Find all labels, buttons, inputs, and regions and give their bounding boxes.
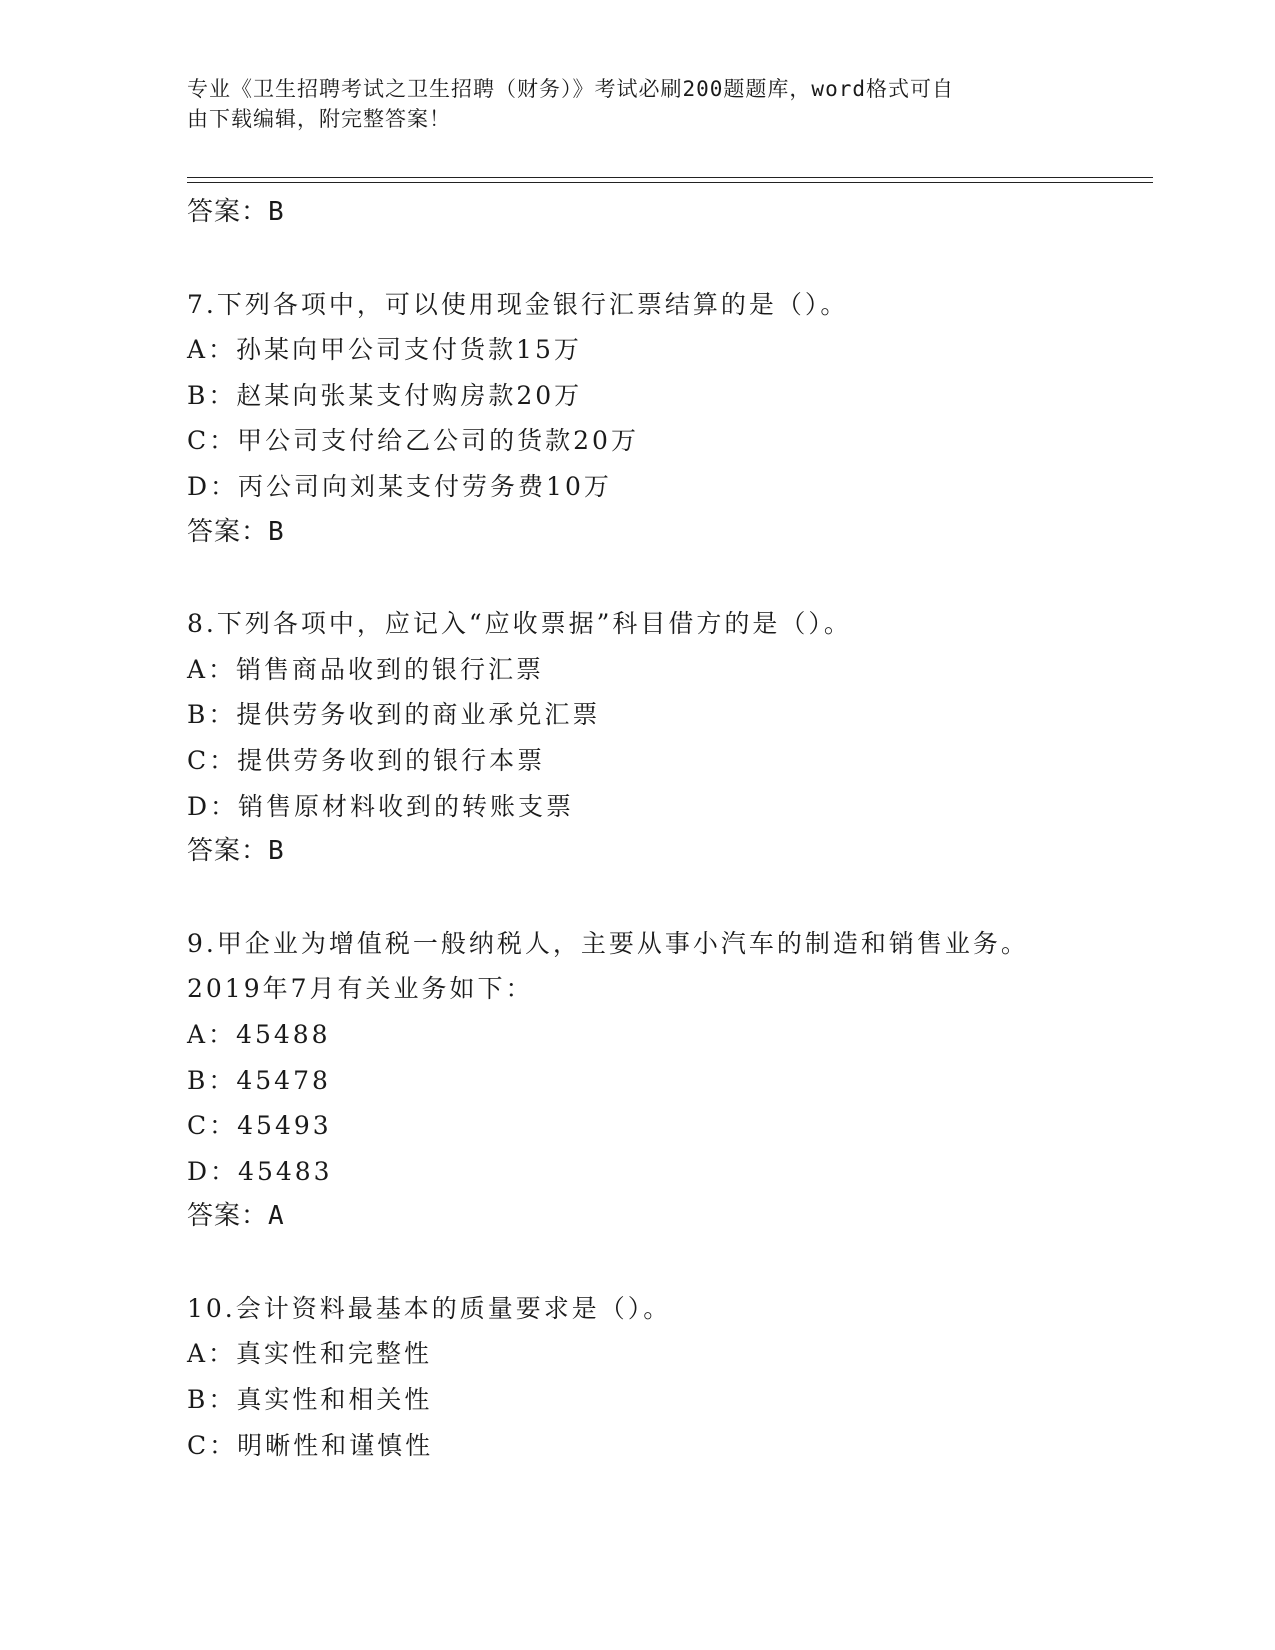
option-d: D：销售原材料收到的转账支票 — [187, 791, 575, 821]
header-divider-top — [187, 177, 1153, 178]
question-block — [187, 282, 1147, 556]
option-a: A：真实性和完整性 — [187, 1339, 433, 1369]
answer-label: 答案：B — [187, 836, 285, 867]
answer-label: 答案：B — [187, 516, 285, 547]
question-block — [187, 921, 1147, 1240]
question-block — [187, 1286, 1147, 1468]
document-header — [187, 74, 1067, 134]
option-d: D：45483 — [187, 1156, 333, 1186]
option-a: A：孙某向甲公司支付货款15万 — [187, 335, 582, 365]
header-line-1: 专业《卫生招聘考试之卫生招聘（财务）》考试必刷200题题库，word格式可自 — [187, 77, 954, 101]
header-line-2: 由下载编辑，附完整答案！ — [187, 107, 451, 131]
header-divider-bottom — [187, 182, 1153, 183]
option-b: B：赵某向张某支付购房款20万 — [187, 380, 583, 410]
option-b: B：真实性和相关性 — [187, 1385, 433, 1415]
spacer — [187, 236, 1147, 282]
option-c: C：提供劳务收到的银行本票 — [187, 745, 546, 775]
option-d: D：丙公司向刘某支付劳务费10万 — [187, 471, 612, 501]
option-c: C：甲公司支付给乙公司的货款20万 — [187, 426, 639, 456]
document-body — [187, 190, 1147, 1468]
question-stem: 9.甲企业为增值税一般纳税人，主要从事小汽车的制造和销售业务。 — [187, 928, 1029, 958]
option-c: C：明晰性和谨慎性 — [187, 1430, 434, 1460]
question-stem: 7.下列各项中，可以使用现金银行汇票结算的是（）。 — [187, 289, 849, 319]
spacer — [187, 875, 1147, 921]
option-c: C：45493 — [187, 1111, 332, 1141]
option-a: A：销售商品收到的银行汇票 — [187, 654, 545, 684]
question-stem: 10.会计资料最基本的质量要求是（）。 — [187, 1293, 672, 1323]
spacer — [187, 555, 1147, 601]
question-stem-continued: 2019年7月有关业务如下： — [187, 974, 534, 1004]
answer-label: 答案：A — [187, 1201, 285, 1232]
question-stem: 8.下列各项中，应记入“应收票据”科目借方的是（）。 — [187, 609, 852, 639]
option-a: A：45488 — [187, 1019, 331, 1049]
option-b: B：45478 — [187, 1065, 331, 1095]
previous-answer: 答案：B — [187, 197, 285, 227]
question-block — [187, 601, 1147, 875]
option-b: B：提供劳务收到的商业承兑汇票 — [187, 700, 601, 730]
spacer — [187, 1240, 1147, 1286]
